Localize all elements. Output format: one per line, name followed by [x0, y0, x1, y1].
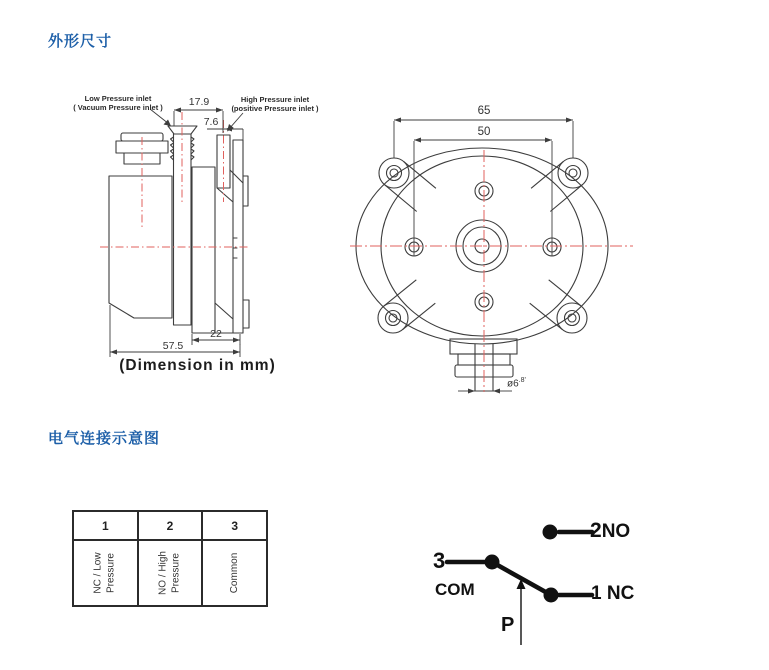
outline-dimensions-heading: 外形尺寸 — [48, 33, 113, 50]
terminal-table — [72, 510, 268, 607]
low-pressure-inlet-label: Low Pressure inlet ( Vacuum Pressure inlet ) — [73, 94, 163, 112]
terminal-table-body-row — [74, 541, 266, 605]
dim-port-diameter: $ø6^{.8'}$ — [507, 377, 526, 390]
dimension-in-mm-caption: (Dimension in mm) — [119, 357, 276, 374]
terminal-no-label: 2NO — [590, 519, 631, 542]
pressure-arrow-label: P — [501, 614, 515, 636]
dim-17-9: 17.9 — [188, 96, 210, 108]
electrical-connection-heading: 电气连接示意图 — [48, 430, 161, 447]
dim-65: 65 — [477, 105, 491, 117]
dim-57-5: 57.5 — [162, 340, 184, 352]
terminal-com-label: COM — [435, 580, 475, 599]
terminal-nc-label: 1 NC — [591, 583, 635, 604]
high-pressure-inlet-label: High Pressure inlet (positive Pressure inlet ) — [231, 95, 319, 113]
dim-50: 50 — [477, 126, 491, 138]
dim-7-6: 7.6 — [203, 116, 219, 128]
dim-22: 22 — [210, 328, 222, 340]
terminal-table-header-row — [74, 512, 266, 541]
terminal-1-header: 1 — [74, 512, 139, 539]
terminal-com-number: 3 — [433, 548, 446, 573]
side-view-drawing — [55, 85, 355, 385]
terminal-1-cell: NC / Low Pressure — [74, 541, 139, 605]
terminal-3-cell: Common — [228, 552, 240, 594]
terminal-3-header: 3 — [231, 518, 239, 533]
terminal-2-header: 2 — [139, 512, 204, 539]
terminal-2-cell: NO / High Pressure — [139, 541, 204, 605]
